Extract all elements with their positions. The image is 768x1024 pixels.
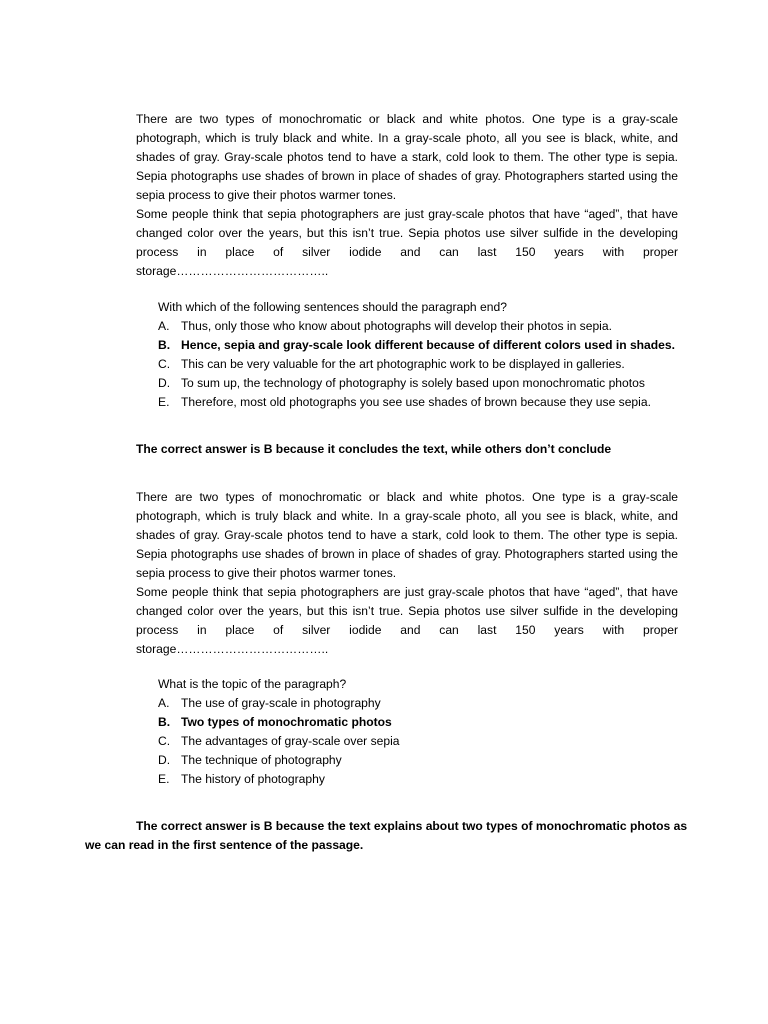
passage-1-paragraph-1: There are two types of monochromatic or black and white photos. One type is a gray-scale photograph, which is truly black and white. In a gray-scale photo, all you see is black, white, and shades of gray. Gray-scale photos tend to have a stark, cold look to them. The other type is sepia. Sepia photographs use shades of brown in place of shades of gray. Photographers started using the sepia process to give their photos warmer tones. [136,112,678,202]
option-b: B. Hence, sepia and gray-scale look different because of different colors used in shades. [158,338,675,352]
question-1 [158,298,718,412]
option-a: A. The use of gray-scale in photography [158,696,381,710]
answer-explanation-2: The correct answer is B because the text explains about two types of monochromatic photos as we can read in the first sentence of the passage. [85,819,688,852]
passage-1 [136,110,678,281]
passage-2 [136,488,678,659]
option-c: C. This can be very valuable for the art photographic work to be displayed in galleries. [158,357,625,371]
question-1-options [158,317,718,412]
option-e: E. Therefore, most old photographs you see use shades of brown because they use sepia. [158,395,651,409]
passage-1-paragraph-2: Some people think that sepia photographers are just gray-scale photos that have “aged”, that have changed color over the years, but this isn’t true. Sepia photos use silver sulfide in the developing process in place of silver iodide and can last 150 years with proper storage……………………………….. [136,207,678,278]
question-2-stem: What is the topic of the paragraph? [158,677,347,691]
passage-2-paragraph-1: There are two types of monochromatic or black and white photos. One type is a gray-scale photograph, which is truly black and white. In a gray-scale photo, all you see is black, white, and shades of gray. Gray-scale photos tend to have a stark, cold look to them. The other type is sepia. Sepia photographs use shades of brown in place of shades of gray. Photographers started using the sepia process to give their photos warmer tones. [136,490,678,580]
option-e: E. The history of photography [158,772,325,786]
option-b: B. Two types of monochromatic photos [158,715,392,729]
passage-2-paragraph-2: Some people think that sepia photographers are just gray-scale photos that have “aged”, that have changed color over the years, but this isn’t true. Sepia photos use silver sulfide in the developing process in place of silver iodide and can last 150 years with proper storage……………………………….. [136,585,678,656]
answer-explanation-1: The correct answer is B because it concludes the text, while others don’t conclude [136,442,612,456]
option-d: D. The technique of photography [158,753,342,767]
question-1-stem: With which of the following sentences should the paragraph end? [158,300,507,314]
option-d: D. To sum up, the technology of photography is solely based upon monochromatic photos [158,376,645,390]
option-a: A. Thus, only those who know about photographs will develop their photos in sepia. [158,319,612,333]
option-c: C. The advantages of gray-scale over sepia [158,734,400,748]
question-2-options [158,694,718,789]
question-2 [158,675,718,789]
